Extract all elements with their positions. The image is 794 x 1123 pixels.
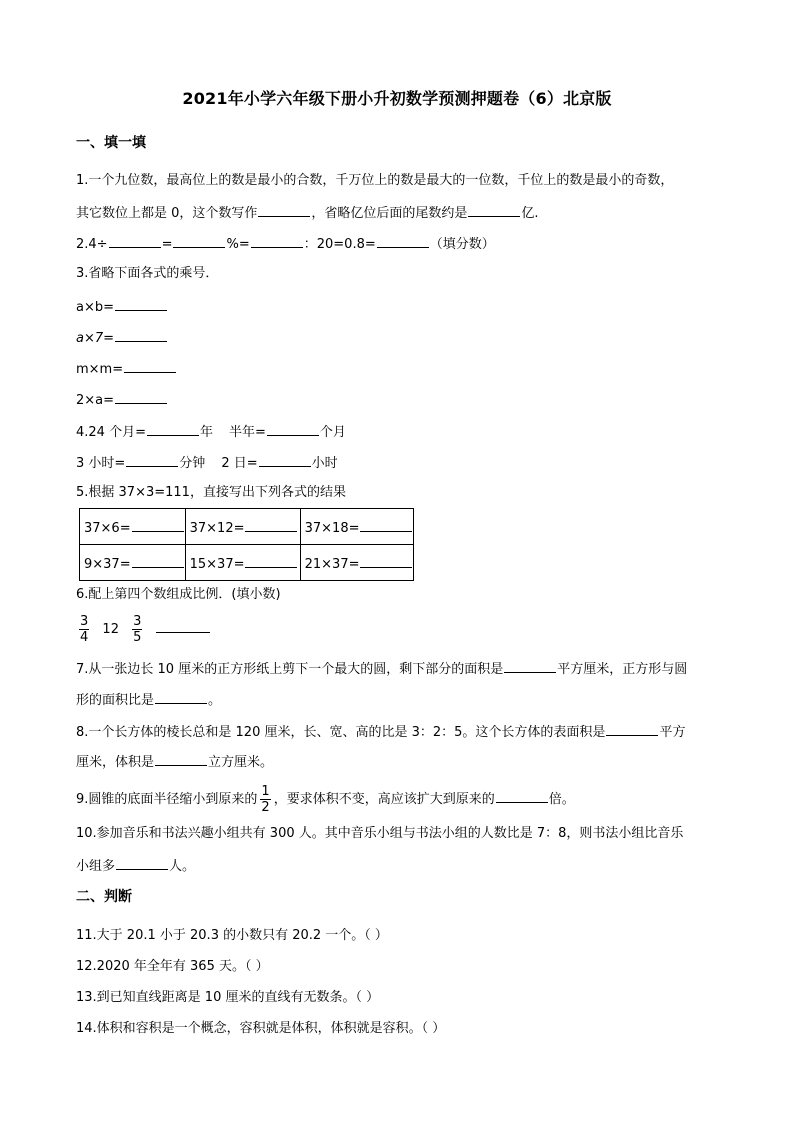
question-1-line-2 (76, 203, 539, 223)
question-2-text: ：20=0.8= (303, 237, 376, 252)
question-9-text: 9.圆锥的底面半径缩小到原来的 (76, 792, 258, 807)
question-2-text: %= (226, 237, 250, 252)
answer-blank[interactable] (132, 554, 184, 568)
question-11: 11.大于 20.1 小于 20.3 的小数只有 20.2 一个。（ ） (76, 928, 388, 943)
question-9-text: 倍。 (548, 792, 575, 807)
expression: 15×37= (189, 556, 245, 572)
answer-blank[interactable] (126, 453, 178, 467)
question-8-text: 立方厘米。 (208, 755, 274, 770)
question-7-line-2 (76, 690, 221, 710)
answer-blank[interactable] (468, 203, 520, 217)
question-7-text: 。 (208, 693, 222, 708)
question-4-text: 4.24 个月= (76, 425, 146, 440)
question-4-line-1 (76, 422, 346, 442)
table-cell (185, 509, 300, 545)
fraction-three-quarters (79, 614, 89, 645)
question-9-text: ，要求体积不变，高应该扩大到原来的 (273, 792, 495, 807)
expression: 37×12= (189, 520, 245, 536)
question-3-item (76, 390, 168, 410)
question-1-text-a: 其它数位上都是 0，这个数写作 (76, 206, 258, 221)
question-2-text: （填分数） (429, 237, 495, 252)
question-3-heading: 3.省略下面各式的乘号． (76, 266, 219, 281)
section-heading-judge: 二、判断 (76, 889, 132, 905)
answer-blank[interactable] (147, 422, 199, 436)
answer-blank[interactable] (267, 422, 319, 436)
page-title: 2021年小学六年级下册小升初数学预测押题卷（6）北京版 (182, 89, 612, 108)
expression: m×m= (76, 362, 124, 377)
answer-blank[interactable] (124, 359, 176, 373)
question-4-text: 3 小时= (76, 456, 126, 471)
question-14: 14.体积和容积是一个概念，容积就是体积，体积就是容积。（ ） (76, 1021, 446, 1036)
question-4-text: 年 (199, 425, 213, 440)
answer-blank[interactable] (258, 203, 310, 217)
question-4-text: 小时 (311, 456, 338, 471)
question-8-text: 厘米，体积是 (76, 755, 155, 770)
fraction-one-half (260, 784, 270, 815)
answer-blank[interactable] (377, 234, 429, 248)
question-10-text: 小组多 (76, 859, 116, 874)
question-5-table (79, 508, 414, 581)
question-2 (76, 234, 495, 254)
question-12: 12.2020 年全年有 365 天。（ ） (76, 959, 269, 974)
question-3-item (76, 328, 168, 348)
denominator: 2 (261, 800, 270, 815)
table-cell (300, 509, 414, 545)
question-7-text: 形的面积比是 (76, 693, 155, 708)
answer-blank[interactable] (360, 554, 412, 568)
answer-blank[interactable] (173, 234, 225, 248)
question-10-text: 人。 (169, 859, 196, 874)
table-cell (80, 509, 186, 545)
question-8-text: 8.一个长方体的棱长总和是 120 厘米，长、宽、高的比是 3：2：5。这个长方体的表面积是 (76, 725, 606, 740)
question-2-text: = (161, 237, 173, 252)
question-1-text-c: 亿. (521, 206, 539, 221)
answer-blank[interactable] (245, 518, 297, 532)
answer-blank[interactable] (245, 554, 297, 568)
answer-blank[interactable] (132, 518, 184, 532)
question-6-numbers (76, 614, 211, 645)
answer-blank[interactable] (360, 518, 412, 532)
answer-blank[interactable] (155, 690, 207, 704)
expression: a×7= (76, 331, 115, 346)
question-3-item (76, 359, 177, 379)
question-7-text: 7.从一张边长 10 厘米的正方形纸上剪下一个最大的圆，剩下部分的面积是 (76, 662, 504, 677)
section-heading-fill: 一、填一填 (76, 135, 146, 151)
question-1-line-1: 1.一个九位数，最高位上的数是最小的合数，千万位上的数是最大的一位数，千位上的数是最小的奇数， (76, 173, 674, 188)
answer-blank[interactable] (115, 390, 167, 404)
question-4-text: 2 日= (221, 456, 258, 471)
question-5-heading: 5.根据 37×3=111，直接写出下列各式的结果 (76, 485, 346, 500)
answer-blank[interactable] (251, 234, 303, 248)
table-cell (185, 545, 300, 581)
question-4-text: 半年= (229, 425, 266, 440)
answer-blank[interactable] (155, 752, 207, 766)
question-4-text: 分钟 (179, 456, 206, 471)
number: 12 (102, 622, 119, 637)
denominator: 4 (80, 630, 89, 645)
question-10-line-1: 10.参加音乐和书法兴趣小组共有 300 人。其中音乐小组与书法小组的人数比是 7：8，则书法小组比音乐 (76, 826, 684, 841)
question-6-heading: 6.配上第四个数组成比例．(填小数) (76, 587, 281, 602)
question-4-text: 个月 (319, 425, 346, 440)
question-3-item (76, 297, 168, 317)
numerator: 3 (133, 614, 142, 629)
expression: 37×18= (304, 520, 360, 536)
expression: 21×37= (304, 556, 360, 572)
question-8-line-1 (76, 722, 685, 742)
numerator: 3 (80, 614, 89, 629)
answer-blank[interactable] (116, 856, 168, 870)
answer-blank[interactable] (606, 722, 658, 736)
question-8-line-2 (76, 752, 273, 772)
question-7-text: 平方厘米，正方形与圆 (557, 662, 688, 677)
answer-blank[interactable] (109, 234, 161, 248)
question-13: 13.到已知直线距离是 10 厘米的直线有无数条。（ ） (76, 990, 380, 1005)
question-10-line-2 (76, 856, 195, 876)
question-7-line-1 (76, 659, 687, 679)
question-8-text: 平方 (659, 725, 686, 740)
question-2-text: 2.4÷ (76, 237, 108, 252)
answer-blank[interactable] (259, 453, 311, 467)
answer-blank[interactable] (496, 789, 548, 803)
table-row (80, 545, 414, 581)
question-1-text-b: ，省略亿位后面的尾数约是 (311, 206, 468, 221)
expression: 9×37= (84, 556, 131, 572)
expression: 2×a= (76, 393, 115, 408)
table-row (80, 509, 414, 545)
table-cell (300, 545, 414, 581)
denominator: 5 (133, 630, 142, 645)
expression: a×b= (76, 300, 115, 315)
expression: 37×6= (84, 520, 131, 536)
numerator: 1 (261, 784, 270, 799)
fraction-three-fifths (132, 614, 142, 645)
answer-blank[interactable] (504, 659, 556, 673)
table-cell (80, 545, 186, 581)
answer-blank[interactable] (156, 619, 210, 633)
answer-blank[interactable] (115, 328, 167, 342)
answer-blank[interactable] (115, 297, 167, 311)
question-4-line-2 (76, 453, 338, 473)
question-9 (76, 784, 575, 815)
